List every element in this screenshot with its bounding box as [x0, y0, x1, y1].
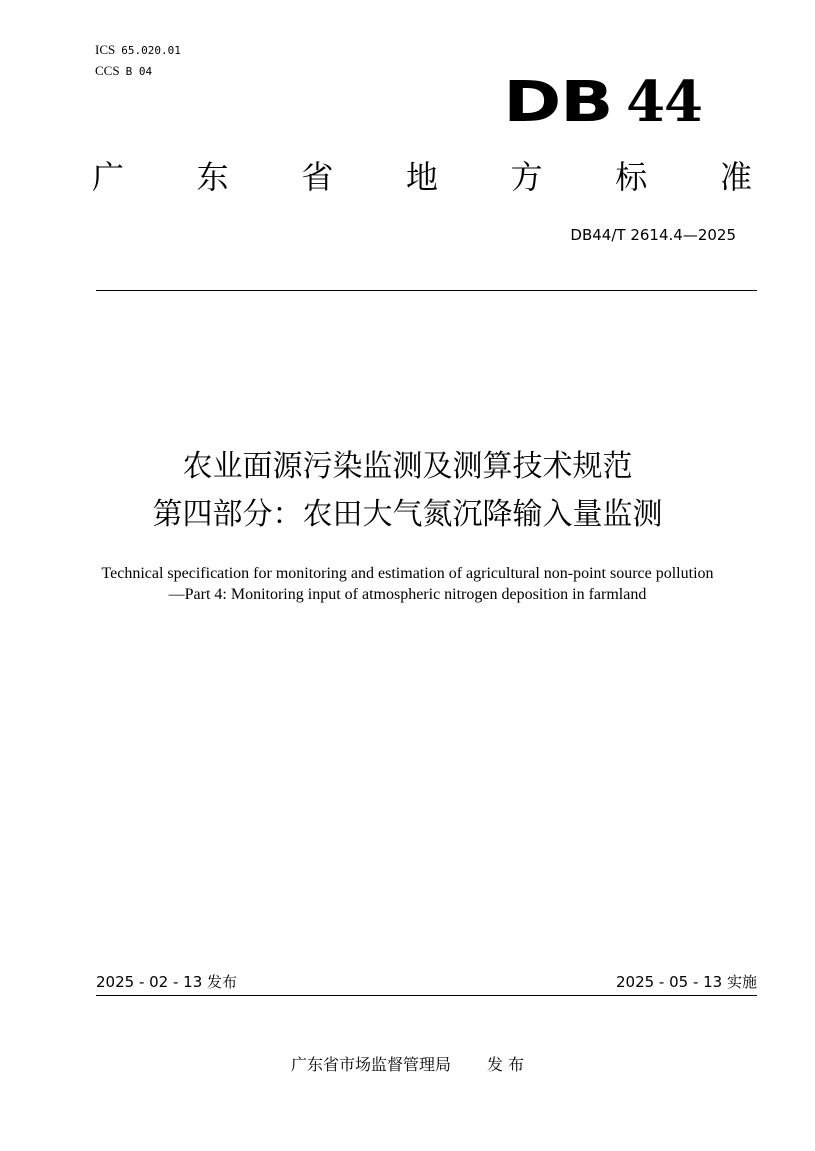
release-date: 2025 - 02 - 13 发布	[96, 973, 238, 991]
ccs-row	[95, 61, 181, 82]
standard-type-heading	[92, 155, 752, 199]
ics-label: ICS	[95, 42, 116, 57]
issuer-action: 发 布	[486, 1055, 525, 1074]
chinese-title-line-1: 农业面源污染监测及测算技术规范	[182, 449, 633, 484]
classification-codes	[95, 40, 181, 82]
db-logo-prefix: DB	[503, 70, 613, 135]
ccs-value: B 04	[125, 65, 153, 78]
standard-type-char: 标	[615, 158, 648, 196]
db-logo-code: 44	[626, 69, 702, 135]
issuer-line	[0, 1052, 815, 1078]
bottom-divider	[96, 995, 757, 996]
standard-type-char: 广	[92, 158, 125, 196]
ics-row	[95, 40, 181, 61]
implementation-date: 2025 - 05 - 13 实施	[615, 973, 757, 991]
chinese-title-line-2: 第四部分：农田大气氮沉降输入量监测	[152, 497, 663, 532]
standard-type-char: 地	[405, 158, 438, 196]
top-divider	[96, 290, 757, 291]
db44-logo	[503, 69, 702, 135]
issuer-name: 广东省市场监督管理局	[290, 1055, 451, 1074]
standard-type-char: 东	[196, 158, 229, 196]
standard-number: DB44/T 2614.4—2025	[570, 226, 736, 244]
standard-type-char: 方	[510, 158, 543, 196]
english-title: Technical specification for monitoring and estimation of agricultural non-point source pollution—Part 4: Monitoring input of atmospheric nitrogen deposition in farmland	[101, 565, 714, 603]
chinese-title	[0, 443, 815, 539]
standard-type-char: 省	[301, 158, 334, 196]
ics-value: 65.020.01	[121, 44, 181, 57]
standard-type-char: 准	[719, 158, 752, 196]
ccs-label: CCS	[95, 63, 120, 78]
